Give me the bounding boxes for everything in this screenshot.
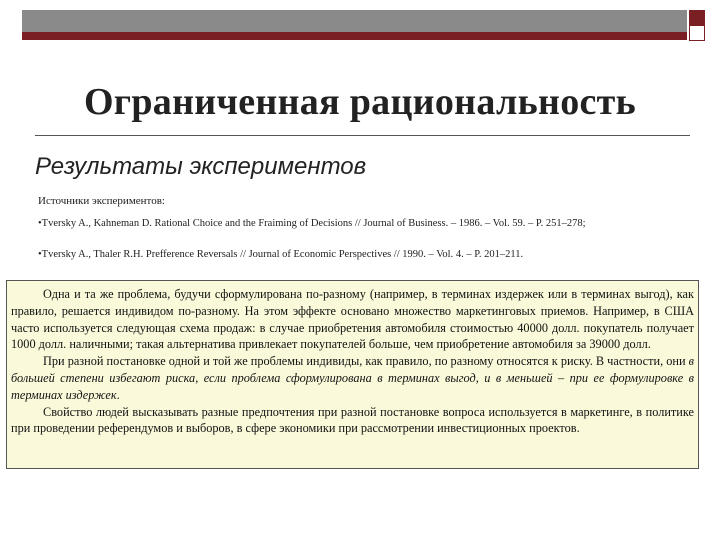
slide-title: Ограниченная рациональность [83,81,637,123]
paragraph-2-end: . [116,387,120,402]
source-item: •Tversky A., Kahneman D. Rational Choice and the Fraiming of Decisions // Journal of Business. – 1986. – Vol. 59. – P. 251–278; [38,218,586,229]
paragraph-1: Одна и та же проблема, будучи сформулирована по-разному (например, в терминах издержек или в терминах выгод), как правило, решается индивидом по-разному. На этом эффекте основано множество маркетинговых приемов. Например, в США часто используется следующая схема продаж: в случае приобретения автомобиля стоимостью 40000 долл. покупатель получает 1000 долл. наличными; такая альтернатива привлекает покупателей больше, чем приобретение автомобиля за 39000 долл. [11,287,694,352]
title-divider [35,135,690,136]
paragraph-2 [11,353,694,403]
sources-heading: Источники экспериментов: [38,195,165,207]
paragraph-2-emphasis: в большей степени избегают риска, если проблема сформулирована в терминах выгод, и в меньшей – при ее формулировке в терминах издержек [11,354,694,402]
header-bar [22,10,687,40]
paragraph-3: Свойство людей высказывать разные предпочтения при разной постановке вопроса используется в маркетинге, в политике при проведении референдумов и выборов, в сфере экономики при рассмотрении инвестиционных проектов. [11,404,694,436]
paragraph-2-start: При разной постановке одной и той же проблемы индивиды, как правило, по разному относятся к риску. В частности, они [43,354,689,369]
content-text-box [6,280,699,469]
slide-subtitle: Результаты экспериментов [35,153,367,180]
header-accent-stripe [22,32,687,40]
corner-square-filled [689,10,705,26]
corner-square-outline [689,25,705,41]
source-item: •Tversky A., Thaler R.H. Prefference Reversals // Journal of Economic Perspectives // 1990. – Vol. 4. – P. 201–211. [38,249,524,260]
